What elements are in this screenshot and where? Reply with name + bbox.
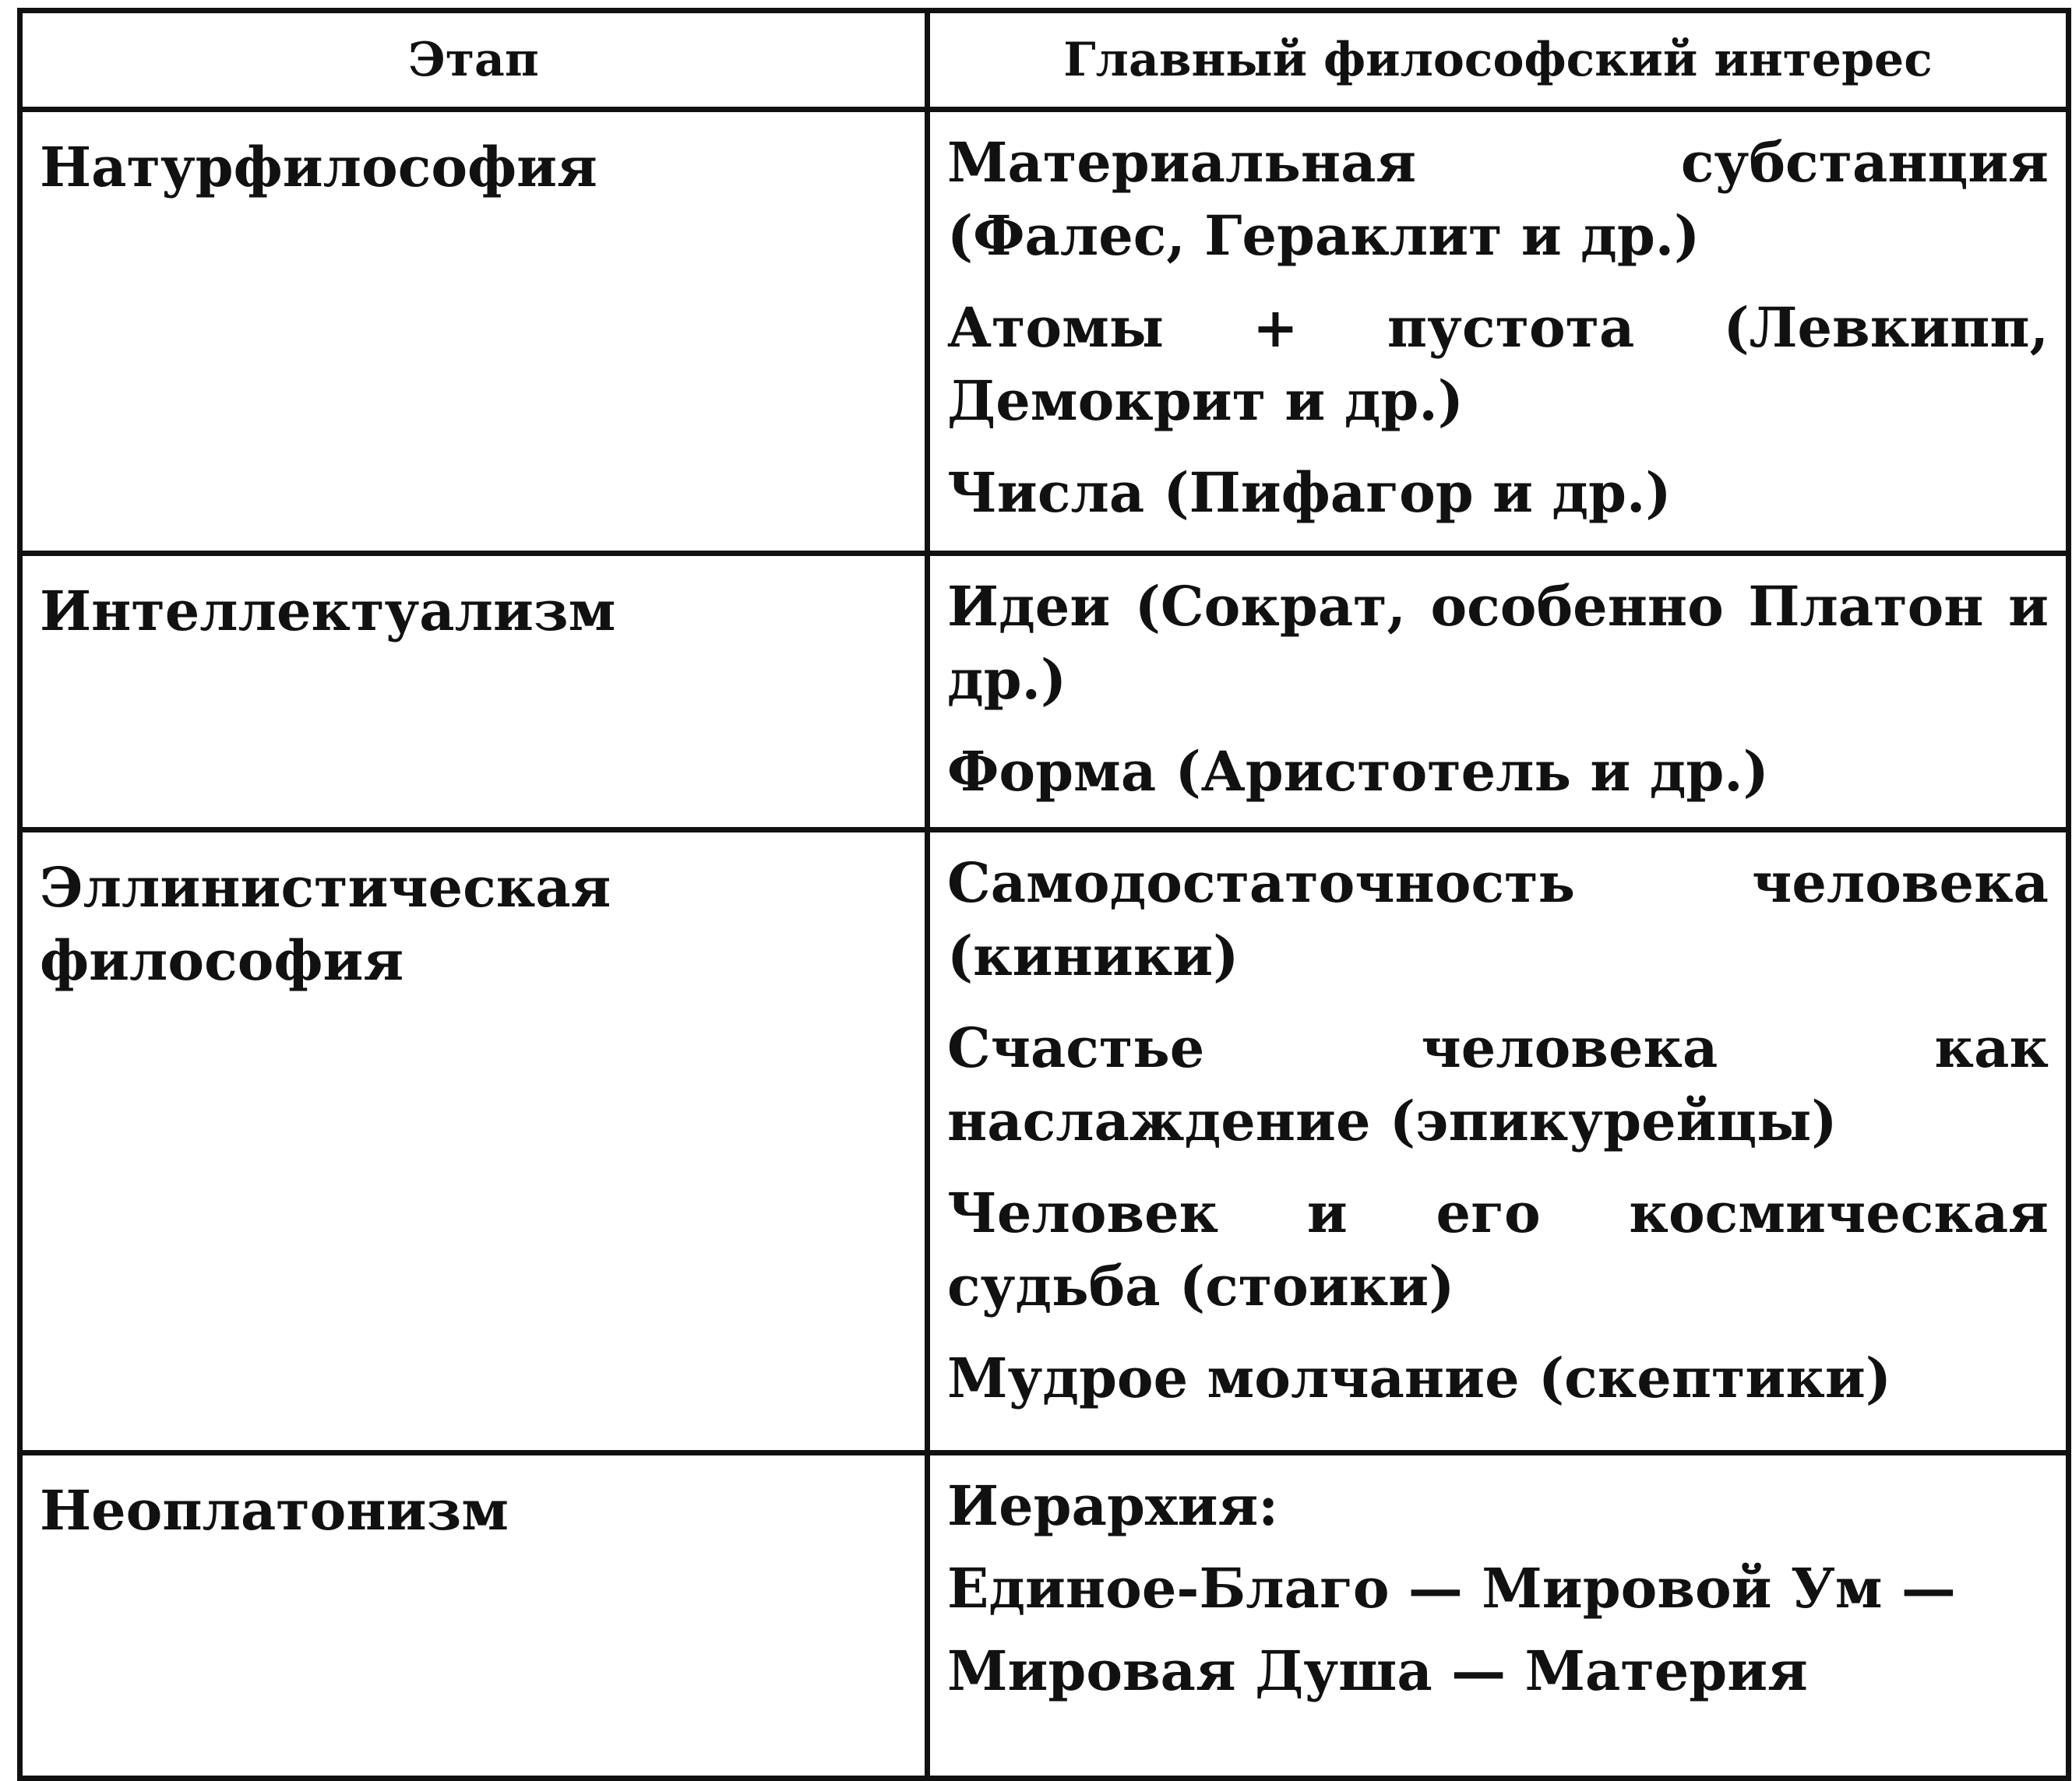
interest-entry: Числа (Пифагор и др.) xyxy=(947,460,1672,525)
stage-cell: Интеллектуализм xyxy=(20,554,928,830)
interest-entry: Мировая Душа — Материя xyxy=(947,1638,1808,1703)
philosophy-stages-sheet xyxy=(17,8,2066,1766)
table-row xyxy=(20,554,2069,830)
header-interest: Главный философский интерес xyxy=(928,11,2069,110)
table-row xyxy=(20,110,2069,554)
interest-entry: Счастье человека как наслаждение (эпикурейцы) xyxy=(947,1015,2049,1153)
interest-entry: Атомы + пустота (Левкипп, Демокрит и др.) xyxy=(947,295,2049,433)
stage-cell: Неоплатонизм xyxy=(20,1453,928,1779)
table-row xyxy=(20,1453,2069,1779)
stage-cell: Эллинистическая философия xyxy=(20,830,928,1453)
interest-entry: Самодостаточность человека (киники) xyxy=(947,850,2049,988)
header-stage: Этап xyxy=(20,11,928,110)
interest-entry: Материальная субстанция (Фалес, Гераклит и др.) xyxy=(947,130,2049,268)
interest-cell xyxy=(928,110,2069,554)
interest-entry: Человек и его космическая судьба (стоики) xyxy=(947,1181,2049,1318)
interest-entry: Форма (Аристотель и др.) xyxy=(947,739,1769,804)
philosophy-stages-table xyxy=(17,8,2071,1781)
header-row xyxy=(20,11,2069,110)
table-row xyxy=(20,830,2069,1453)
interest-entry: Единое-Благо — Мировой Ум — xyxy=(947,1556,1956,1621)
interest-cell xyxy=(928,830,2069,1453)
interest-entry: Мудрое молчание (скептики) xyxy=(947,1346,1891,1410)
interest-entry: Идеи (Сократ, особенно Платон и др.) xyxy=(947,574,2049,712)
interest-cell xyxy=(928,554,2069,830)
interest-entry: Иерархия: xyxy=(947,1473,1279,1538)
interest-cell xyxy=(928,1453,2069,1779)
stage-cell: Натурфилософия xyxy=(20,110,928,554)
